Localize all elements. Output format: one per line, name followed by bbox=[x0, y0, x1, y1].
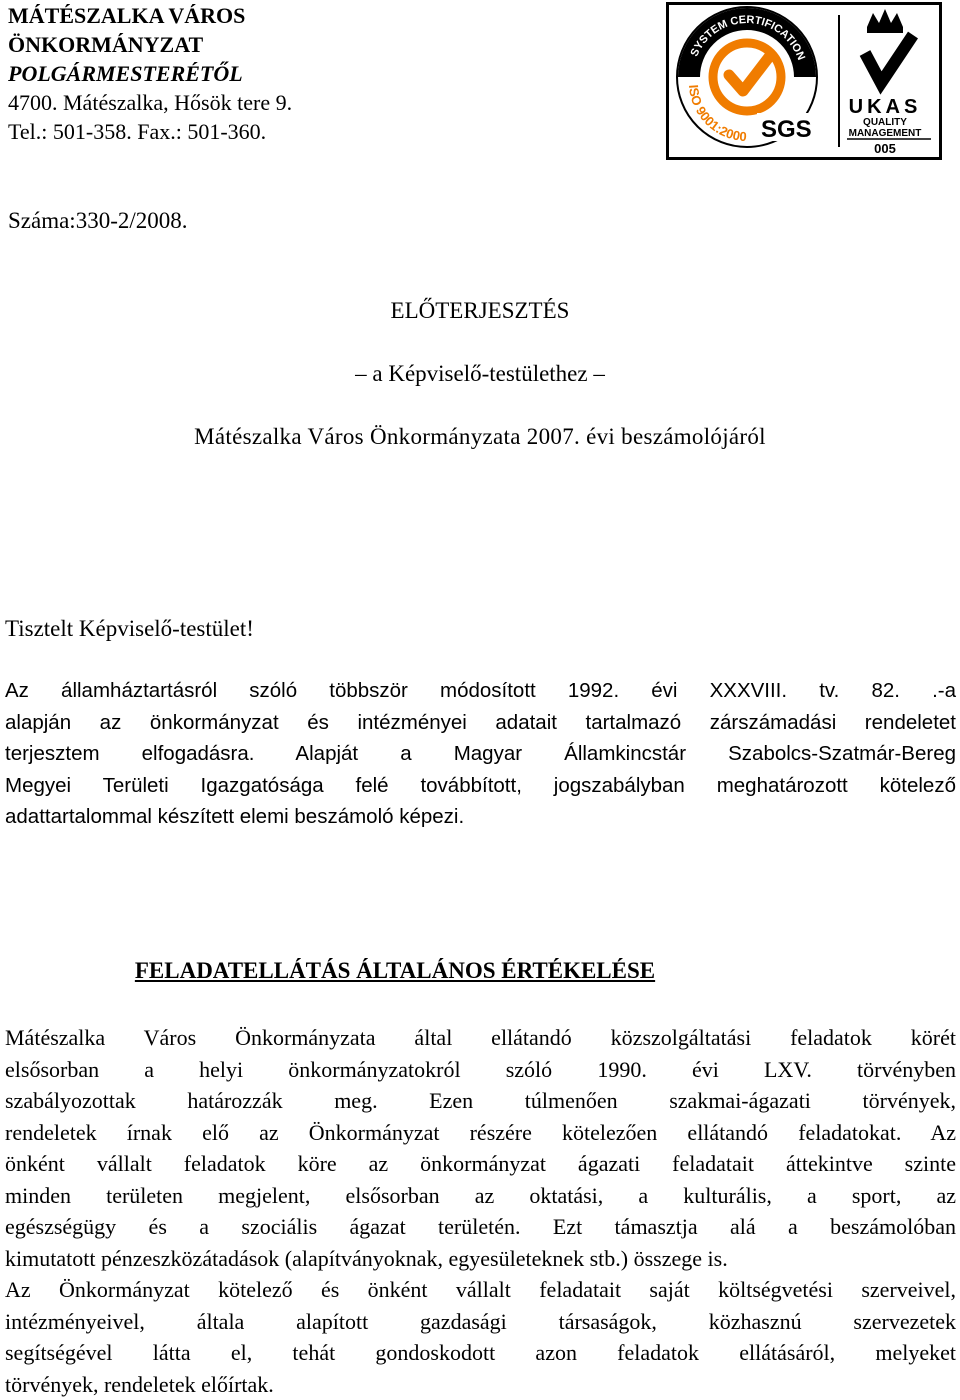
document-title: ELŐTERJESZTÉS bbox=[0, 298, 960, 324]
phone-fax: Tel.: 501-358. Fax.: 501-360. bbox=[8, 117, 266, 146]
intro-line: Megyei Területi Igazgatósága felé továbbított, jogszabályban meghatározott kötelező bbox=[5, 770, 956, 802]
org-name-line1: MÁTÉSZALKA VÁROS bbox=[8, 1, 245, 30]
reference-number: Száma:330-2/2008. bbox=[8, 206, 188, 235]
ukas-quality-text: QUALITY bbox=[863, 117, 907, 128]
salutation: Tisztelt Képviselő-testület! bbox=[5, 614, 254, 643]
ukas-number: 005 bbox=[874, 141, 896, 156]
ukas-tick-icon bbox=[865, 35, 913, 83]
section-title: FELADATELLÁTÁS ÁLTALÁNOS ÉRTÉKELÉSE bbox=[0, 958, 790, 984]
org-name-line2: ÖNKORMÁNYZAT bbox=[8, 30, 203, 59]
body-line: önként vállalt feladatok köre az önkormányzat ágazati feladatait áttekintve szinte bbox=[5, 1148, 956, 1180]
ukas-management-text: MANAGEMENT bbox=[849, 128, 922, 139]
body-line: egészségügy és a szociális ágazat területén. Ezt támasztja alá a beszámolóban bbox=[5, 1211, 956, 1243]
crown-icon bbox=[867, 9, 903, 33]
intro-line: alapján az önkormányzat és intézményei adatait tartalmazó zárszámadási rendeletet bbox=[5, 707, 956, 739]
body-line: minden területen megjelent, elsősorban az oktatási, a kulturális, a sport, az bbox=[5, 1180, 956, 1212]
iso-text: ISO 9001:2000 bbox=[686, 84, 747, 144]
intro-paragraph bbox=[5, 675, 956, 833]
body-line: rendeletek írnak elő az Önkormányzat részére kötelezően ellátandó feladatokat. Az bbox=[5, 1117, 956, 1149]
body-line: Mátészalka Város Önkormányzata által ellátandó közszolgáltatási feladatok körét bbox=[5, 1022, 956, 1054]
document-topic: Mátészalka Város Önkormányzata 2007. évi beszámolójáról bbox=[0, 424, 960, 450]
body-line: kimutatott pénzeszközátadások (alapítványoknak, egyesületeknek stb.) összege is. bbox=[5, 1243, 956, 1275]
office-name: POLGÁRMESTERÉTŐL bbox=[8, 59, 243, 88]
body-line: szabályozottak határozzák meg. Ezen túlmenően szakmai-ágazati törvények, bbox=[5, 1085, 956, 1117]
iso-ukas-logo-graphic bbox=[669, 5, 939, 157]
ukas-text: UKAS bbox=[849, 96, 922, 118]
body-line: segítségével látta el, tehát gondoskodott azon feladatok ellátásáról, melyeket bbox=[5, 1337, 956, 1369]
intro-line: Az államháztartásról szóló többször módosított 1992. évi XXXVIII. tv. 82. .-a bbox=[5, 675, 956, 707]
address: 4700. Mátészalka, Hősök tere 9. bbox=[8, 88, 292, 117]
ring-text: SYSTEM CERTIFICATION bbox=[689, 14, 807, 62]
certification-logo bbox=[666, 2, 942, 160]
body-line: elsősorban a helyi önkormányzatokról szóló 1990. évi LXV. törvényben bbox=[5, 1054, 956, 1086]
body-paragraph bbox=[5, 1022, 956, 1400]
body-line: intézményeivel, általa alapított gazdasági társaságok, közhasznú szervezetek bbox=[5, 1306, 956, 1338]
document-addressee: – a Képviselő-testülethez – bbox=[0, 361, 960, 387]
body-line: Az Önkormányzat kötelező és önként vállalt feladatait saját költségvetési szerveivel, bbox=[5, 1274, 956, 1306]
intro-line: terjesztem elfogadásra. Alapját a Magyar Államkincstár Szabolcs-Szatmár-Bereg bbox=[5, 738, 956, 770]
sgs-text: SGS bbox=[761, 116, 812, 143]
body-line: törvények, rendeletek előírtak. bbox=[5, 1369, 956, 1400]
intro-line: adattartalommal készített elemi beszámoló képezi. bbox=[5, 801, 956, 833]
